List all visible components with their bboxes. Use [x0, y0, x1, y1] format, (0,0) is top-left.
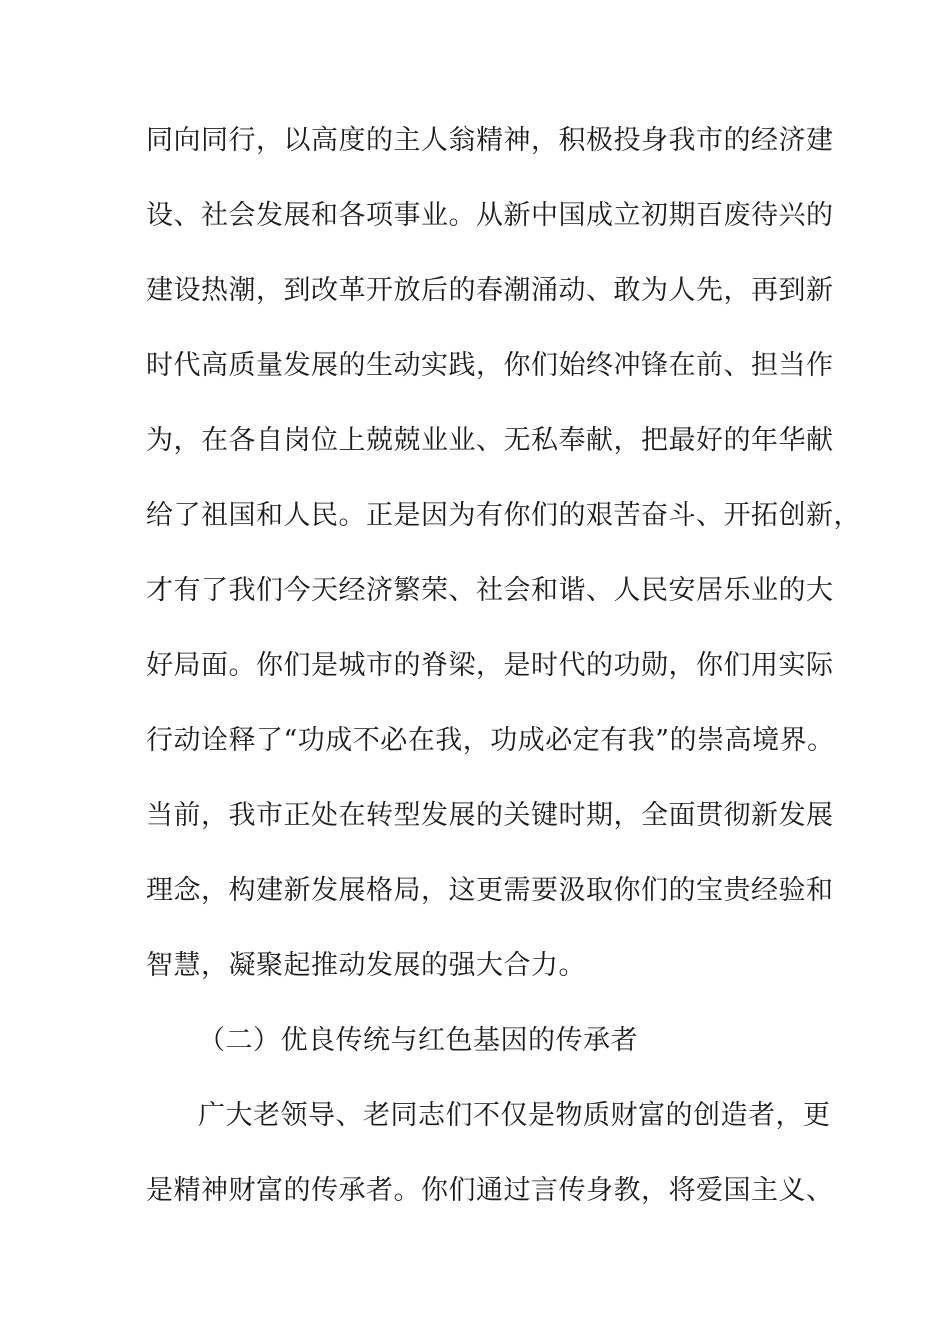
- section-heading: （二）优良传统与红色基因的传承者: [198, 1025, 638, 1056]
- paragraph-line: 为，在各自岗位上兢兢业业、无私奉献，把最好的年华献: [146, 425, 834, 456]
- paragraph-line: 行动诠释了“功成不必在我，功成必定有我”的崇高境界。: [146, 725, 835, 756]
- paragraph-line: 好局面。你们是城市的脊梁，是时代的功勋，你们用实际: [146, 650, 834, 681]
- paragraph-line: 理念，构建新发展格局，这更需要汲取你们的宝贵经验和: [146, 875, 834, 906]
- paragraph-line: 建设热潮，到改革开放后的春潮涌动、敢为人先，再到新: [146, 275, 834, 306]
- paragraph-line: 时代高质量发展的生动实践，你们始终冲锋在前、担当作: [146, 350, 834, 381]
- paragraph-line: 当前，我市正处在转型发展的关键时期，全面贯彻新发展: [146, 800, 834, 831]
- paragraph-line: 给了祖国和人民。正是因为有你们的艰苦奋斗、开拓创新，: [146, 500, 861, 531]
- paragraph-line: 是精神财富的传承者。你们通过言传身教，将爱国主义、: [146, 1175, 834, 1206]
- paragraph-line: 同向同行，以高度的主人翁精神，积极投身我市的经济建: [146, 125, 834, 156]
- paragraph-line: 才有了我们今天经济繁荣、社会和谐、人民安居乐业的大: [146, 575, 834, 606]
- paragraph-line: 设、社会发展和各项事业。从新中国成立初期百废待兴的: [146, 200, 834, 231]
- paragraph-line: 广大老领导、老同志们不仅是物质财富的创造者，更: [198, 1100, 831, 1131]
- paragraph-line: 智慧，凝聚起推动发展的强大合力。: [146, 950, 586, 981]
